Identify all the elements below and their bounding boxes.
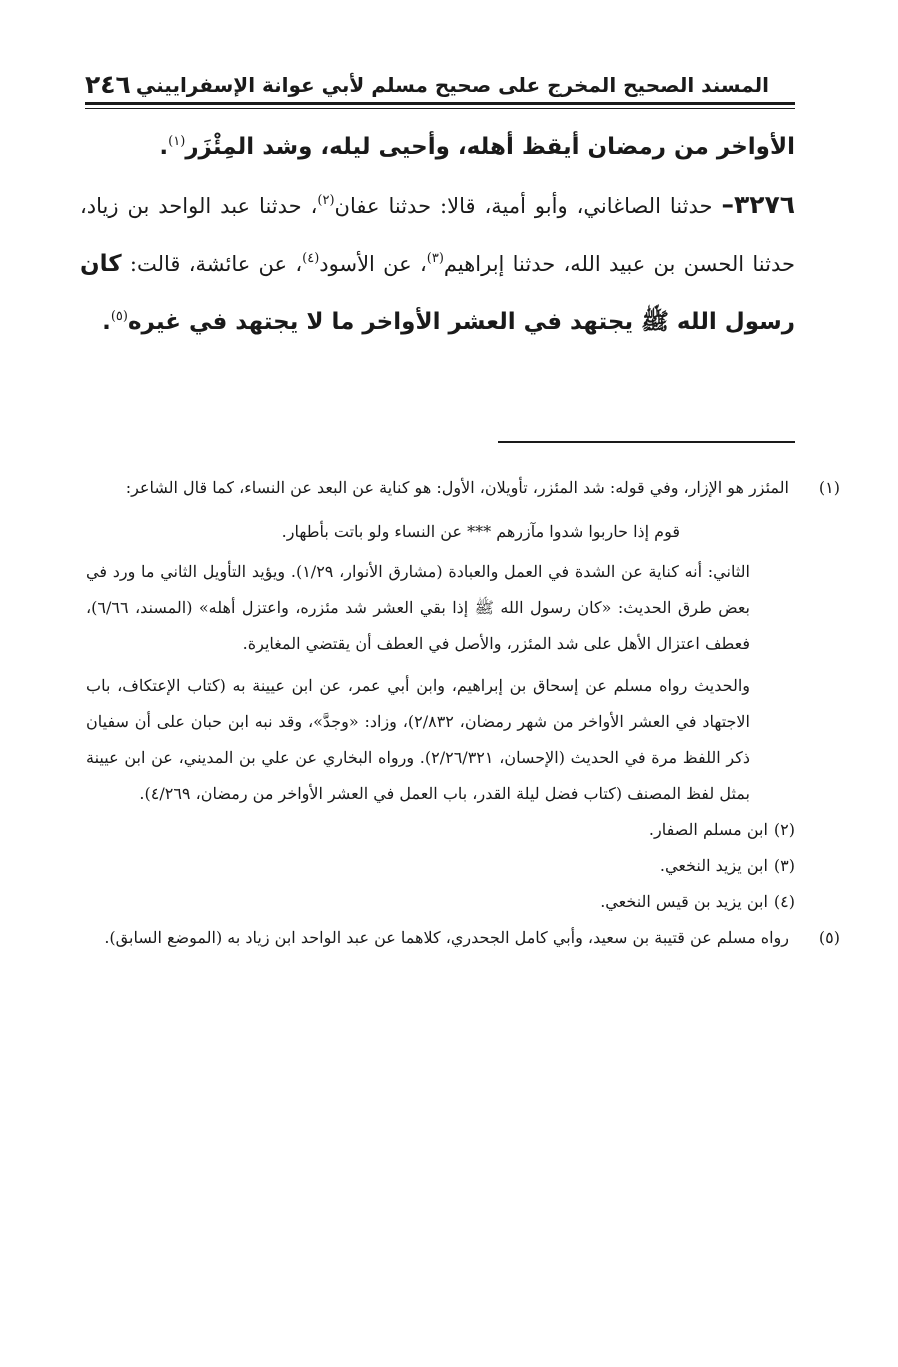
matn-end: .: [102, 309, 111, 335]
running-header: [85, 66, 795, 100]
isnad-part-d: ، عن عائشة، قالت:: [121, 252, 303, 276]
footnote-3-text: ابن يزيد النخعي.: [659, 856, 768, 875]
continuation-paragraph: الأواخر من رمضان أيقظ أهله، وأحيى ليله، وشد المِئْزَر$^{(١)}$.: [159, 134, 795, 160]
main-text: [80, 118, 795, 351]
footnote-ref-5: (٥): [110, 309, 128, 324]
footnote-1-takhrij: والحديث رواه مسلم عن إسحاق بن إبراهيم، وابن أبي عمر، عن ابن عيينة به (كتاب الإعتكاف، باب الاجتهاد في العشر الأواخر من شهر رمضان، ٢/٨٣٢)، وزاد: «وجدَّ»، وقد نبه ابن حبان على أن سفيان ذكر اللفظ مرة في الحديث (الإحسان، ٢/٢٦/٣٢١). ورواه البخاري عن علي بن المديني، عن ابن عيينة بمثل لفظ المصنف (كتاب فضل ليلة القدر، باب العمل في العشر الأواخر من رمضان، ٤/٢٦٩).: [86, 676, 751, 803]
footnote-2: [86, 812, 795, 848]
header-rule-thick: [85, 102, 795, 105]
footnote-ref-4: (٤): [302, 251, 320, 266]
isnad-part-c: ، عن الأسود: [319, 252, 427, 276]
footnote-5-text: رواه مسلم عن قتيبة بن سعيد، وأبي كامل الجحدري، كلاهما عن عبد الواحد ابن زياد به (الموضع السابق).: [104, 928, 789, 947]
footnote-3: [86, 848, 795, 884]
continuation-text: الأواخر من رمضان أيقظ أهله، وأحيى ليله، وشد المِئْزَر: [185, 134, 795, 160]
footnote-3-number: (٣): [773, 856, 795, 875]
footnote-4-text: ابن يزيد بن قيس النخعي.: [600, 892, 768, 911]
hadith-dash: –: [721, 190, 734, 219]
page-number: ٢٤٦: [85, 70, 131, 99]
footnote-5: (٥)رواه مسلم عن قتيبة بن سعيد، وأبي كامل الجحدري، كلاهما عن عبد الواحد ابن زياد به (الموضع السابق).: [104, 928, 840, 947]
hadith-paragraph: [80, 176, 795, 351]
footnote-4: [86, 884, 795, 920]
footnote-ref-3: (٣): [426, 251, 444, 266]
footnote-1-second-interpretation: الثاني: أنه كناية عن الشدة في العمل والعبادة (مشارق الأنوار، ١/٢٩). ويؤيد التأويل الثاني ما ورد في بعض طرق الحديث: «كان رسول الله ﷺ إذا بقي العشر شد مئزره، واعتزل أهله» (المسند، ٦/٦٦)، فعطف اعتزال الأهل على شد المئزر، والأصل في العطف أن يقتضي المغايرة.: [86, 562, 750, 653]
footnotes: [86, 470, 840, 956]
book-title: المسند الصحيح المخرج على صحيح مسلم لأبي عوانة الإسفراييني: [135, 73, 769, 97]
poetry-verse: قوم إذا حاربوا شدوا مآزرهم *** عن النساء ولو باتت بأطهار.: [281, 522, 680, 541]
isnad-part-a: حدثنا الصاغاني، وأبو أمية، قالا: حدثنا عفان: [334, 194, 722, 218]
header-rule-thin: [85, 108, 795, 109]
footnote-1: (١)المئزر هو الإزار، وفي قوله: شد المئزر، تأويلان، الأول: هو كناية عن البعد عن النساء، كما قال الشاعر:: [125, 478, 840, 497]
footnote-4-number: (٤): [773, 892, 795, 911]
footnote-2-text: ابن مسلم الصفار.: [648, 820, 768, 839]
matn-text: كان رسول الله ﷺ يجتهد في العشر الأواخر ما لا يجتهد في غيره: [80, 251, 795, 335]
isnad-part-b: ، حدثنا عبد الواحد بن زياد، حدثنا الحسن بن عبيد الله، حدثنا إبراهيم: [80, 194, 795, 276]
footnote-ref-2: (٢): [317, 193, 335, 208]
hadith-number: ٣٢٧٦: [733, 190, 795, 219]
footnote-1-text: المئزر هو الإزار، وفي قوله: شد المئزر، تأويلان، الأول: هو كناية عن البعد عن النساء، كما قال الشاعر:: [125, 478, 789, 497]
footnote-separator: [498, 441, 795, 443]
footnote-ref-1: (١): [168, 134, 186, 149]
footnote-2-number: (٢): [773, 820, 795, 839]
